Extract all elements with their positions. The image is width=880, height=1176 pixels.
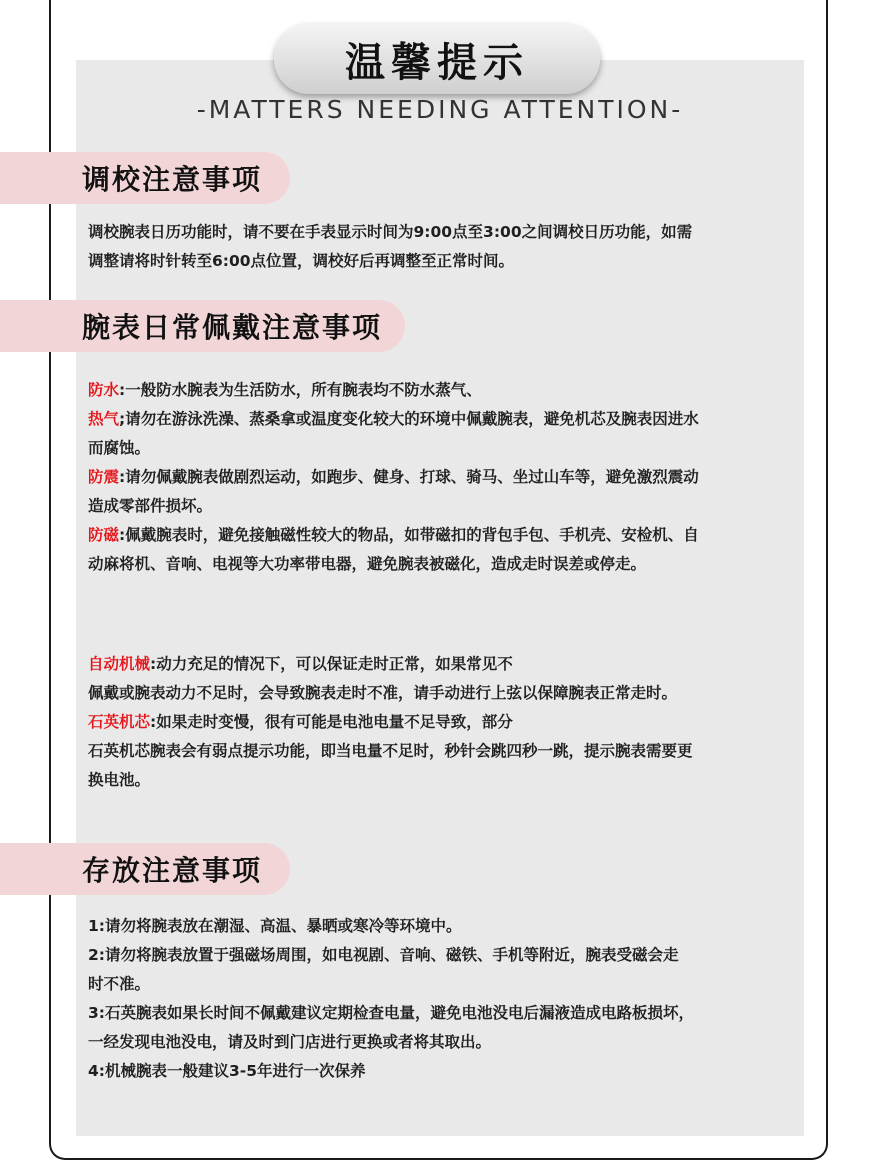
magnetic-text: :佩戴腕表时，避免接触磁性较大的物品，如带磁扣的背包手包、手机壳、安检机、自: [119, 526, 699, 544]
quartz-label: 石英机芯: [88, 713, 151, 731]
text-line: 调校腕表日历功能时，请不要在手表显示时间为9:00点至3:00之间调校日历功能，如需: [88, 223, 693, 241]
section-heading-text: 腕表日常佩戴注意事项: [82, 311, 383, 344]
text-line: 2:请勿将腕表放置于强磁场周围，如电视剧、音响、磁铁、手机等附近，腕表受磁会走: [88, 946, 679, 964]
quartz-text-cont: 石英机芯腕表会有弱点提示功能，即当电量不足时，秒针会跳四秒一跳，提示腕表需要更: [88, 742, 693, 760]
storage-text: [88, 912, 804, 1086]
magnetic-text-cont: 动麻将机、音响、电视等大功率带电器，避免腕表被磁化，造成走时误差或停走。: [88, 555, 647, 573]
shock-text: :请勿佩戴腕表做剧烈运动，如跑步、健身、打球、骑马、坐过山车等，避免激烈震动: [119, 468, 699, 486]
waterproof-text: :一般防水腕表为生活防水，所有腕表均不防水蒸气、: [119, 381, 482, 399]
title-badge: [274, 24, 600, 94]
quartz-item: [88, 708, 804, 737]
page-subtitle: -MATTERS NEEDING ATTENTION-: [196, 95, 684, 124]
automatic-text: :动力充足的情况下，可以保证走时正常，如果常见不: [150, 655, 513, 673]
section-heading-calibration: [0, 152, 290, 204]
automatic-item: [88, 650, 804, 679]
quartz-text-cont: 换电池。: [88, 771, 151, 789]
automatic-text-cont: 佩戴或腕表动力不足时，会导致腕表走时不准，请手动进行上弦以保障腕表正常走时。: [88, 684, 678, 702]
heat-text: ;请勿在游泳洗澡、蒸桑拿或温度变化较大的环境中佩戴腕表，避免机芯及腕表因进水: [119, 410, 699, 428]
text-line: 时不准。: [88, 975, 151, 993]
magnetic-label: 防磁: [88, 526, 120, 544]
waterproof-item: [88, 376, 804, 405]
section-heading-daily-wear: [0, 300, 405, 352]
shock-text-cont: 造成零部件损坏。: [88, 497, 213, 515]
quartz-text: :如果走时变慢，很有可能是电池电量不足导致，部分: [150, 713, 513, 731]
text-line: 调整请将时针转至6:00点位置，调校好后再调整至正常时间。: [88, 252, 515, 270]
calibration-text: [88, 218, 804, 276]
text-line: 3:石英腕表如果长时间不佩戴建议定期检查电量，避免电池没电后漏液造成电路板损坏，: [88, 1004, 694, 1022]
text-line: 1:请勿将腕表放在潮湿、高温、暴晒或寒冷等环境中。: [88, 917, 462, 935]
movement-text: [88, 650, 804, 795]
section-heading-storage: [0, 843, 290, 895]
daily-wear-text: [88, 376, 804, 579]
heat-text-cont: 而腐蚀。: [88, 439, 151, 457]
text-line: 4:机械腕表一般建议3-5年进行一次保养: [88, 1062, 366, 1080]
shock-label: 防震: [88, 468, 120, 486]
text-line: 一经发现电池没电，请及时到门店进行更换或者将其取出。: [88, 1033, 492, 1051]
heat-item: [88, 405, 804, 434]
automatic-label: 自动机械: [88, 655, 151, 673]
magnetic-item: [88, 521, 804, 550]
heat-label: 热气: [88, 410, 120, 428]
shock-item: [88, 463, 804, 492]
waterproof-label: 防水: [88, 381, 120, 399]
section-heading-text: 调校注意事项: [82, 163, 263, 196]
page-title: 温馨提示: [345, 39, 529, 86]
section-heading-text: 存放注意事项: [82, 854, 263, 887]
